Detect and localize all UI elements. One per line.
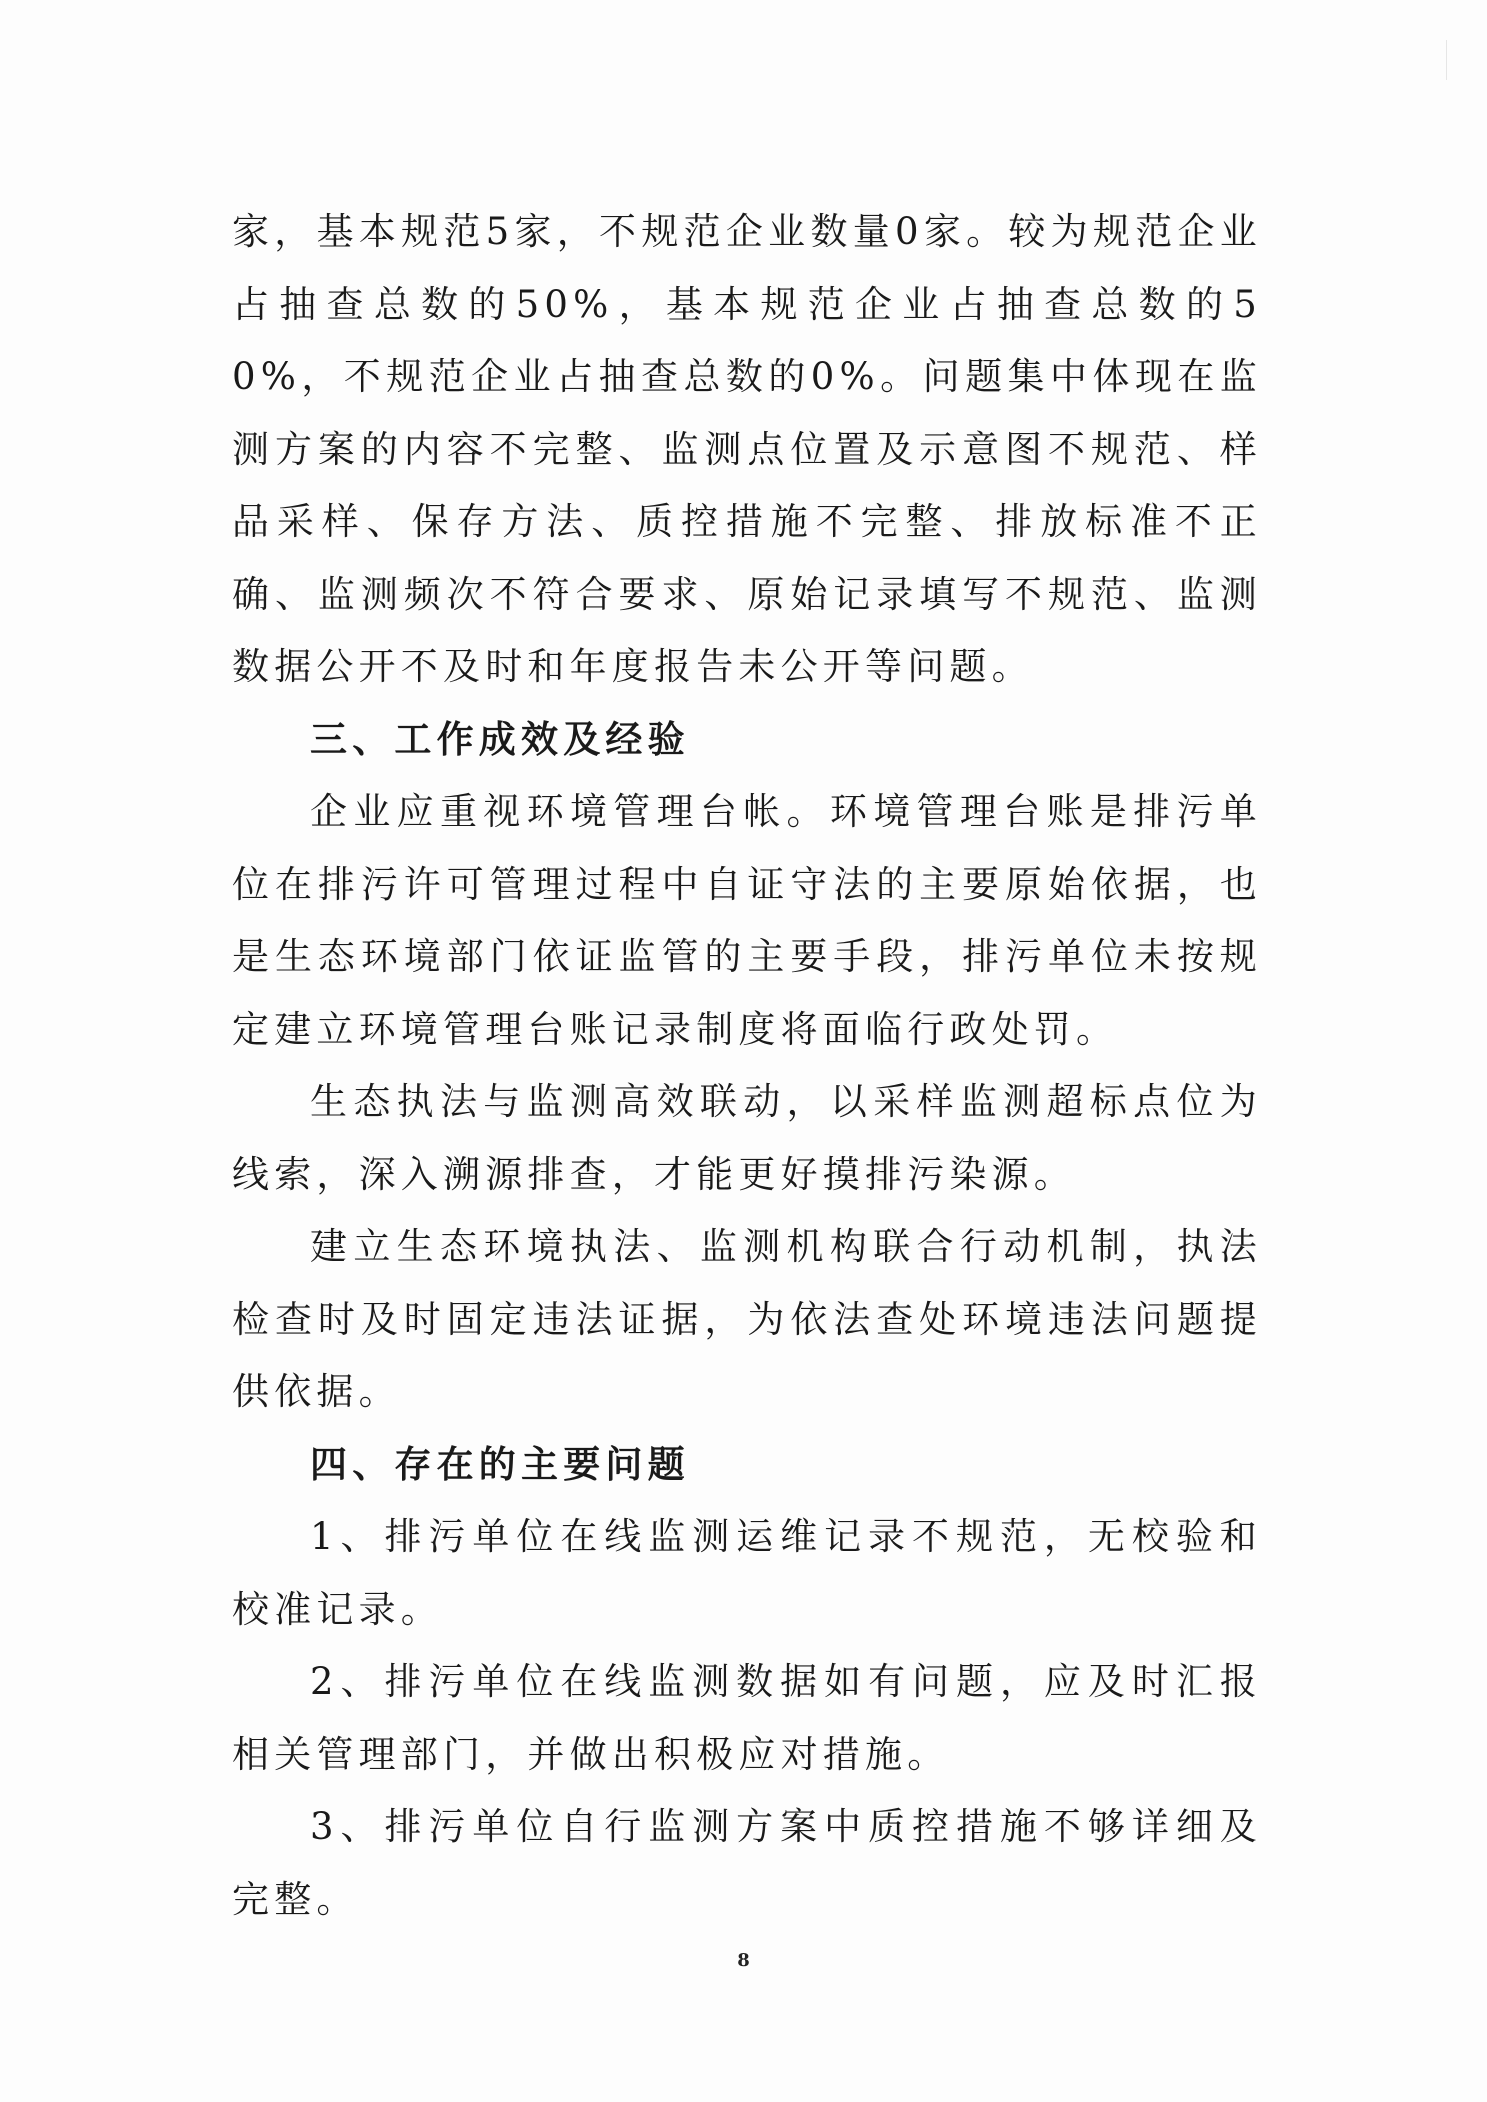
section-heading-results: 三、工作成效及经验 (310, 717, 690, 761)
problem-item-2: 2、排污单位在线监测数据如有问题，应及时汇报相关管理部门，并做出积极应对措施。 (232, 1660, 1262, 1776)
paragraph-mechanism: 建立生态环境执法、监测机构联合行动机制，执法检查时及时固定违法证据，为依法查处环境违法问题提供依据。 (232, 1225, 1262, 1413)
document-body (232, 196, 1262, 1936)
scan-artifact (1446, 40, 1447, 80)
paragraph-linkage: 生态执法与监测高效联动，以采样监测超标点位为线索，深入溯源排查，才能更好摸排污染源。 (232, 1080, 1262, 1196)
problem-item-1: 1、排污单位在线监测运维记录不规范，无校验和校准记录。 (232, 1515, 1262, 1631)
page-number: 8 (737, 1950, 750, 1971)
paragraph-statistics: 家，基本规范5家，不规范企业数量0家。较为规范企业占抽查总数的50%，基本规范企业占抽查总数的50%，不规范企业占抽查总数的0%。问题集中体现在监测方案的内容不完整、监测点位置及示意图不规范、样品采样、保存方法、质控措施不完整、排放标准不正确、监测频次不符合要求、原始记录填写不规范、监测数据公开不及时和年度报告未公开等问题。 (232, 210, 1262, 688)
section-heading-problems: 四、存在的主要问题 (310, 1442, 690, 1486)
problem-item-3: 3、排污单位自行监测方案中质控措施不够详细及完整。 (232, 1805, 1262, 1921)
paragraph-ledger: 企业应重视环境管理台帐。环境管理台账是排污单位在排污许可管理过程中自证守法的主要原始依据，也是生态环境部门依证监管的主要手段，排污单位未按规定建立环境管理台账记录制度将面临行政处罚。 (232, 790, 1262, 1051)
